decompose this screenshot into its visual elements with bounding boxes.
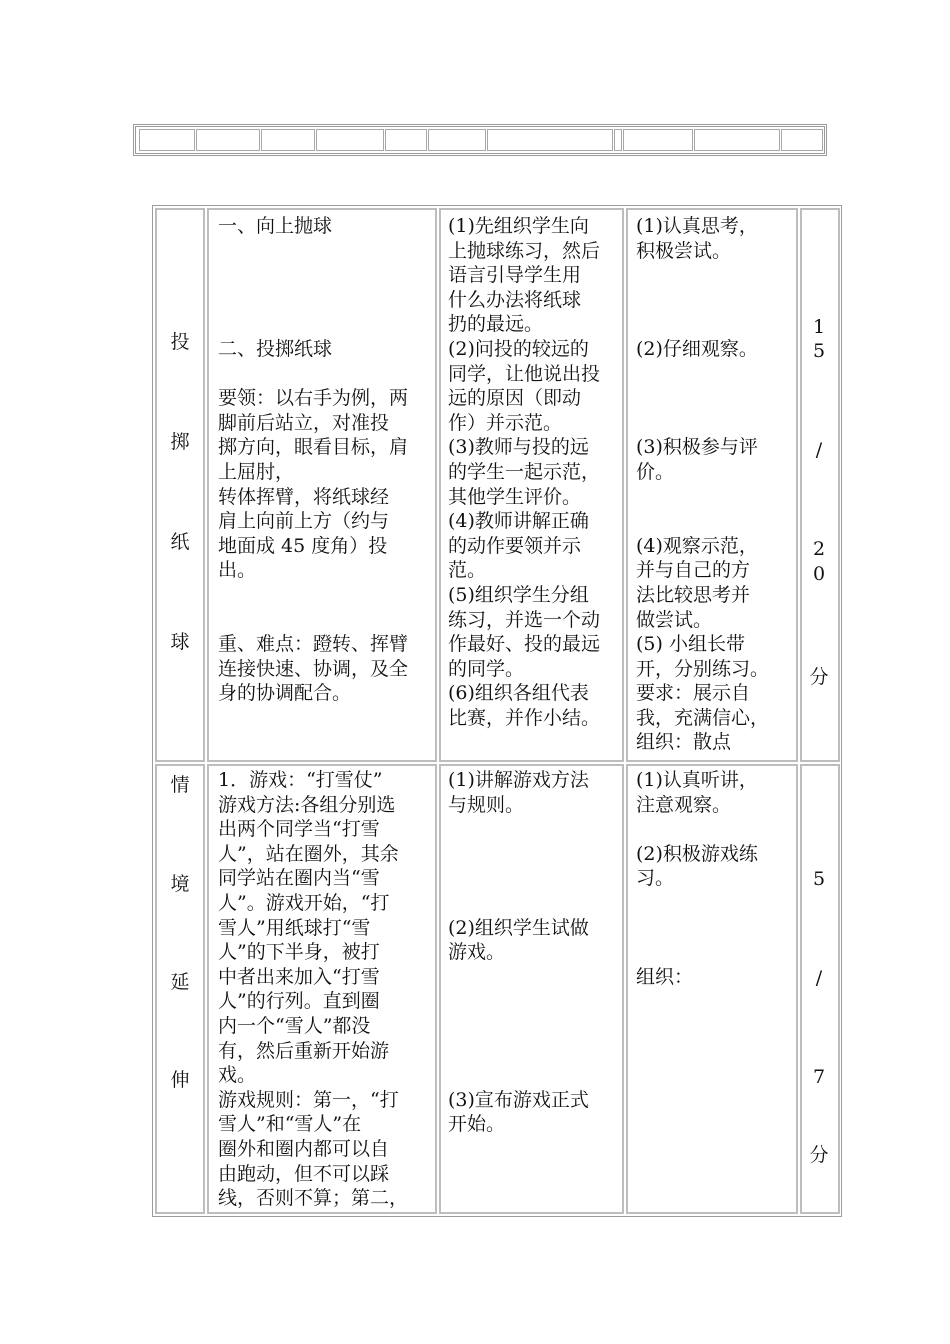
text-line: 积极尝试。: [636, 239, 732, 262]
text-line: 什么办法将纸球: [448, 288, 582, 311]
text-line: [448, 866, 589, 891]
text-line: [636, 411, 769, 436]
header-cell: [781, 129, 823, 151]
text-line: 的学生一起示范，: [448, 460, 601, 483]
text-line: (1)先组织学生向: [448, 215, 589, 237]
section1-time-char: 0: [812, 563, 826, 585]
text-line: 做尝试。: [636, 608, 713, 631]
text-line: (1)讲解游戏方法: [448, 769, 589, 791]
text-line: [448, 817, 589, 842]
text-line: 雪人”用纸球打“雪: [218, 916, 371, 939]
section2-time-char: 5: [812, 868, 826, 890]
text-line: [218, 288, 408, 313]
text-line: [448, 989, 589, 1014]
text-line: 组织：散点: [636, 731, 732, 754]
text-line: (5) 小组长带: [636, 633, 745, 656]
text-line: 上屈肘，: [218, 460, 295, 483]
text-line: 比赛，并作小结。: [448, 706, 601, 729]
text-line: 的同学。: [448, 657, 525, 680]
text-line: 身的协调配合。: [218, 682, 352, 705]
text-line: [636, 312, 769, 337]
section2-teacher-cell: [439, 764, 624, 1214]
text-line: 人”的下半身，被打: [218, 941, 380, 964]
text-line: 注意观察。: [636, 793, 732, 816]
text-line: 人”。游戏开始，“打: [218, 891, 390, 914]
text-line: (3)宣布游戏正式: [448, 1088, 589, 1111]
section1-title-char: 掷: [170, 431, 190, 453]
header-table: [133, 124, 827, 156]
header-cell: [694, 129, 780, 151]
section2-title-char: 延: [170, 971, 190, 993]
text-line: 脚前后站立，对准投: [218, 411, 390, 434]
text-line: [636, 940, 758, 965]
lesson-plan-table: [152, 205, 842, 1217]
section1-title-char: 球: [170, 631, 190, 653]
text-line: (2)仔细观察。: [636, 337, 758, 360]
section2-time-char: 分: [809, 1144, 829, 1166]
section2-title-cell: [155, 764, 205, 1214]
text-line: 同学站在圈内当“雪: [218, 867, 380, 890]
section1-time-char: 5: [812, 340, 826, 362]
text-line: 线，否则不算；第二，: [218, 1187, 409, 1210]
text-line: 上抛球练习，然后: [448, 239, 601, 262]
text-line: 中者出来加入“打雪: [218, 965, 380, 988]
text-line: 远的原因（即动: [448, 387, 582, 410]
section1-title-char: 投: [170, 331, 190, 353]
header-cell: [385, 129, 427, 151]
section1-content-text: [218, 214, 408, 706]
section1-title-cell: [155, 208, 205, 762]
text-line: 雪人”和“雪人”在: [218, 1113, 362, 1136]
text-line: 要领：以右手为例，两: [218, 387, 409, 410]
text-line: [636, 263, 769, 288]
section2-content-cell: [207, 764, 437, 1214]
text-line: [448, 1014, 589, 1039]
text-line: 法比较思考并: [636, 583, 751, 606]
section2-content-text: [218, 768, 408, 1211]
text-line: 连接快速、协调，及全: [218, 657, 409, 680]
header-cell: [614, 129, 622, 151]
text-line: (3)积极参与评: [636, 436, 758, 459]
section2-time-cell: [800, 764, 840, 1214]
section2-title-char: 伸: [170, 1069, 190, 1091]
text-line: 价。: [636, 460, 675, 483]
header-cell: [261, 129, 315, 151]
text-line: [448, 1063, 589, 1088]
section1-time-cell: [800, 208, 840, 762]
text-line: 范。: [448, 559, 487, 582]
text-line: [218, 239, 408, 264]
text-line: 地面成 45 度角）投: [218, 534, 388, 557]
text-line: 同学，让他说出投: [448, 362, 601, 385]
text-line: 人”的行列。直到圈: [218, 990, 380, 1013]
section1-content-cell: [207, 208, 437, 762]
text-line: 圈外和圈内都可以自: [218, 1137, 390, 1160]
text-line: [218, 362, 408, 387]
header-cell: [487, 129, 613, 151]
text-line: 出。: [218, 559, 257, 582]
section1-title-char: 纸: [170, 531, 190, 553]
section2-time-char: 7: [812, 1066, 826, 1088]
header-cell: [428, 129, 486, 151]
text-line: [218, 583, 408, 608]
text-line: [636, 817, 758, 842]
section1-student-cell: [626, 208, 798, 762]
text-line: 肩上向前上方（约与: [218, 510, 390, 533]
text-line: (6)组织各组代表: [448, 682, 589, 705]
text-line: 作最好、投的最远: [448, 633, 601, 656]
header-cell: [196, 129, 260, 151]
text-line: [218, 312, 408, 337]
text-line: (1)认真听讲，: [636, 769, 758, 791]
text-line: 游戏规则：第一，“打: [218, 1088, 399, 1111]
text-line: (5)组织学生分组: [448, 583, 589, 606]
text-line: 与规则。: [448, 793, 525, 816]
section2-title-char: 情: [170, 774, 190, 796]
header-cell: [316, 129, 384, 151]
text-line: 人”，站在圈外，其余: [218, 842, 399, 865]
text-line: [448, 1039, 589, 1064]
text-line: [636, 891, 758, 916]
text-line: (4)教师讲解正确: [448, 510, 589, 533]
text-line: (2)问投的较远的: [448, 337, 589, 360]
text-line: (2)积极游戏练: [636, 842, 758, 865]
section1-teacher-cell: [439, 208, 624, 762]
section1-time-char: 2: [812, 538, 826, 560]
text-line: (4)观察示范，: [636, 534, 758, 557]
text-line: [448, 891, 589, 916]
text-line: 1．游戏：“打雪仗”: [218, 769, 383, 791]
text-line: 其他学生评价。: [448, 485, 582, 508]
text-line: 我，充满信心，: [636, 706, 770, 729]
header-cell: [139, 129, 195, 151]
text-line: 要求：展示自: [636, 682, 751, 705]
text-line: 习。: [636, 867, 675, 890]
text-line: 游戏。: [448, 941, 506, 964]
text-line: 戏。: [218, 1064, 257, 1087]
section1-time-char: 1: [812, 316, 826, 338]
text-line: [636, 362, 769, 387]
section2-title-char: 境: [170, 873, 190, 895]
text-line: 的动作要领并示: [448, 534, 582, 557]
text-line: 并与自己的方: [636, 559, 751, 582]
text-line: 作）并示范。: [448, 411, 563, 434]
section2-student-text: [636, 768, 758, 989]
text-line: [448, 965, 589, 990]
text-line: 转体挥臂，将纸球经: [218, 485, 390, 508]
text-line: 开，分别练习。: [636, 657, 770, 680]
text-line: 一、向上抛球: [218, 215, 333, 237]
section1-time-char: 分: [809, 666, 829, 688]
text-line: 内一个“雪人”都没: [218, 1014, 371, 1037]
text-line: [636, 916, 758, 941]
section2-teacher-text: [448, 768, 589, 1137]
text-line: [448, 842, 589, 867]
text-line: 出两个同学当“打雪: [218, 818, 380, 841]
text-line: [218, 608, 408, 633]
text-line: 语言引导学生用: [448, 264, 582, 287]
section1-time-char: /: [815, 439, 823, 461]
text-line: 重、难点：蹬转、挥臂: [218, 633, 409, 656]
text-line: [636, 386, 769, 411]
text-line: (1)认真思考，: [636, 215, 758, 237]
text-line: 二、投掷纸球: [218, 337, 333, 360]
text-line: [636, 485, 769, 510]
text-line: (3)教师与投的远: [448, 436, 589, 459]
text-line: 游戏方法:各组分别选: [218, 793, 396, 816]
section2-time-char: /: [815, 967, 823, 989]
text-line: 开始。: [448, 1113, 506, 1136]
text-line: 有，然后重新开始游: [218, 1039, 390, 1062]
text-line: 掷方向，眼看目标，肩: [218, 436, 409, 459]
section1-student-text: [636, 214, 769, 755]
header-cell: [623, 129, 693, 151]
text-line: [636, 509, 769, 534]
text-line: 扔的最远。: [448, 313, 544, 336]
text-line: 组织：: [636, 965, 694, 988]
text-line: [636, 288, 769, 313]
text-line: 由跑动，但不可以踩: [218, 1162, 390, 1185]
section2-student-cell: [626, 764, 798, 1214]
section1-teacher-text: [448, 214, 600, 730]
text-line: 练习，并选一个动: [448, 608, 601, 631]
text-line: [218, 263, 408, 288]
text-line: (2)组织学生试做: [448, 916, 589, 939]
